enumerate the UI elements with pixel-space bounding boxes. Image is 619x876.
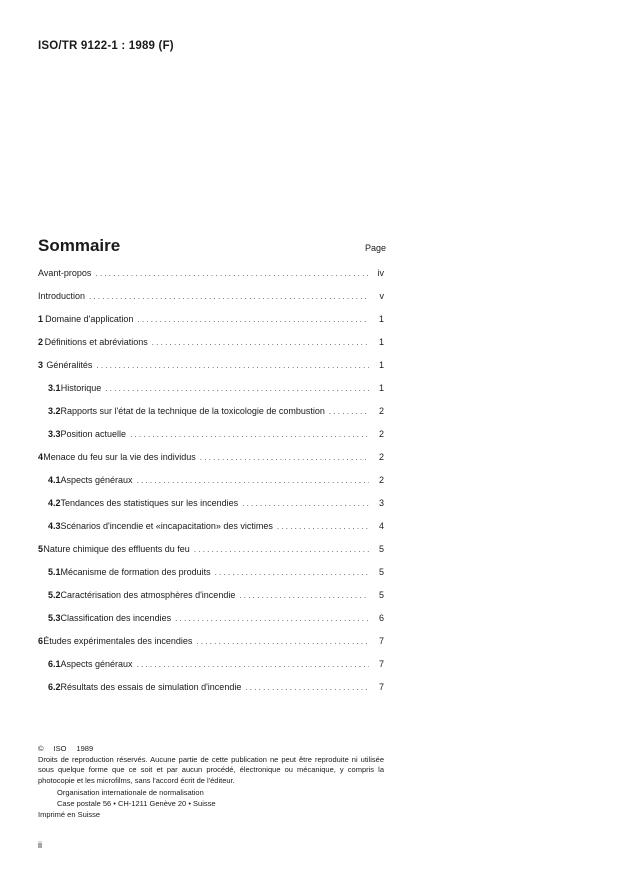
dot-leader [277, 515, 369, 538]
copyright-year: 1989 [76, 744, 94, 753]
toc-entry-number: 5.3 [48, 613, 61, 623]
toc-entry[interactable] [38, 308, 384, 331]
toc-entry[interactable] [38, 515, 384, 538]
dot-leader [239, 584, 369, 607]
toc-entry-page: 2 [378, 475, 384, 485]
dot-leader [175, 607, 369, 630]
dot-leader [137, 469, 369, 492]
toc-entry[interactable] [38, 262, 384, 285]
toc-entry-title: Avant-propos [38, 268, 92, 278]
dot-leader [329, 400, 369, 423]
copyright-line [38, 744, 384, 755]
dot-leader [245, 676, 369, 699]
toc-entry-number: 6.2 [48, 682, 61, 692]
toc-entry-page: 2 [378, 452, 384, 462]
toc-entry[interactable] [38, 653, 384, 676]
toc-entry-page: 6 [378, 613, 384, 623]
toc-entry[interactable] [38, 331, 384, 354]
toc-entry[interactable] [38, 607, 384, 630]
toc-entry-title: Historique [60, 383, 102, 393]
dot-leader [137, 308, 369, 331]
org-name: Organisation internationale de normalisation [57, 788, 204, 797]
toc-entry[interactable] [38, 354, 384, 377]
toc-entry[interactable] [38, 469, 384, 492]
toc-entry-page: 2 [378, 429, 384, 439]
toc-entry-title: Classification des incendies [60, 613, 172, 623]
toc-heading: Sommaire [38, 236, 121, 255]
dot-leader [95, 262, 369, 285]
toc-entry-title: Tendances des statistiques sur les incendies [60, 498, 239, 508]
toc-entry[interactable] [38, 492, 384, 515]
toc-entry-title: Menace du feu sur la vie des individus [43, 452, 196, 462]
toc-entry-title: Généralités [46, 360, 93, 370]
toc-entry-page: 1 [378, 337, 384, 347]
toc-entry-title: Études expérimentales des incendies [43, 636, 193, 646]
toc-entry-number: 4.1 [48, 475, 61, 485]
printed-in: Imprimé en Suisse [38, 810, 101, 819]
dot-leader [200, 446, 369, 469]
toc-entry-page: 1 [378, 383, 384, 393]
dot-leader [196, 630, 369, 653]
toc-entry-title: Rapports sur l'état de la technique de la toxicologie de combustion [60, 406, 325, 416]
toc-entry-title: Introduction [38, 291, 86, 301]
toc-entry-number: 5 [38, 544, 44, 554]
dot-leader [137, 653, 369, 676]
toc-entry-title: Position actuelle [60, 429, 127, 439]
toc-entry-page: 7 [378, 659, 384, 669]
toc-entry-title: Définitions et abréviations [44, 337, 148, 347]
dot-leader [194, 538, 369, 561]
rights-notice: Droits de reproduction réservés. Aucune partie de cette publication ne peut être reproduite ni utilisée sous quelque forme que ce soit et par aucun procédé, électronique ou mécanique, y compris la photocopie et les microfilms, sans l'accord écrit de l'éditeur. [38, 754, 384, 785]
toc-entry-number: 1 [38, 314, 44, 324]
dot-leader [130, 423, 369, 446]
toc-entry-title: Domaine d'application [45, 314, 134, 324]
dot-leader [242, 492, 369, 515]
toc-entry-page: 4 [378, 521, 384, 531]
toc-entry-number: 4.3 [48, 521, 61, 531]
toc-entry[interactable] [38, 400, 384, 423]
toc-entry-title: Aspects généraux [60, 659, 133, 669]
toc-entry[interactable] [38, 538, 384, 561]
dot-leader [89, 285, 369, 308]
toc-entry-number: 3.3 [48, 429, 61, 439]
toc-entry-title: Mécanisme de formation des produits [60, 567, 211, 577]
toc-entry-page: 7 [378, 682, 384, 692]
table-of-contents [38, 262, 384, 699]
toc-entry[interactable] [38, 446, 384, 469]
page-number: ii [38, 840, 42, 850]
dot-leader [96, 354, 369, 377]
toc-entry-number: 5.1 [48, 567, 61, 577]
toc-entry[interactable] [38, 561, 384, 584]
toc-entry[interactable] [38, 584, 384, 607]
toc-entry[interactable] [38, 285, 384, 308]
footer [38, 744, 384, 821]
toc-entry-page: 5 [378, 544, 384, 554]
toc-entry-title: Nature chimique des effluents du feu [43, 544, 190, 554]
toc-entry-title: Scénarios d'incendie et «incapacitation» des victimes [60, 521, 273, 531]
toc-entry-number: 4.2 [48, 498, 61, 508]
toc-entry-page: 1 [378, 360, 384, 370]
toc-entry-number: 3.2 [48, 406, 61, 416]
toc-entry-page: 2 [378, 406, 384, 416]
toc-entry[interactable] [38, 377, 384, 400]
toc-entry-number: 6.1 [48, 659, 61, 669]
copyright-symbol: © [38, 744, 44, 753]
toc-entry-number: 2 [38, 337, 44, 347]
toc-entry-page: 5 [378, 567, 384, 577]
toc-entry-page: v [379, 291, 384, 301]
toc-entry-number: 3.1 [48, 383, 61, 393]
toc-entry-title: Aspects généraux [60, 475, 133, 485]
toc-entry-page: 1 [378, 314, 384, 324]
org-address: Case postale 56 • CH-1211 Genève 20 • Suisse [57, 798, 216, 808]
dot-leader [152, 331, 369, 354]
toc-entry-page: 7 [378, 636, 384, 646]
toc-entry-page: 5 [378, 590, 384, 600]
copyright-org: ISO [53, 744, 67, 753]
dot-leader [105, 377, 369, 400]
toc-entry-number: 4 [38, 452, 44, 462]
page-column-label: Page [365, 243, 387, 253]
document-id: ISO/TR 9122-1 : 1989 (F) [38, 40, 174, 52]
toc-entry-number: 3 [38, 360, 44, 370]
toc-entry[interactable] [38, 630, 384, 653]
toc-entry-title: Caractérisation des atmosphères d'incendie [60, 590, 236, 600]
toc-entry-number: 6 [38, 636, 44, 646]
dot-leader [215, 561, 369, 584]
toc-entry-page: iv [377, 268, 384, 278]
toc-entry-number: 5.2 [48, 590, 61, 600]
toc-entry-title: Résultats des essais de simulation d'incendie [60, 682, 242, 692]
toc-entry[interactable] [38, 676, 384, 699]
toc-entry-page: 3 [378, 498, 384, 508]
toc-entry[interactable] [38, 423, 384, 446]
